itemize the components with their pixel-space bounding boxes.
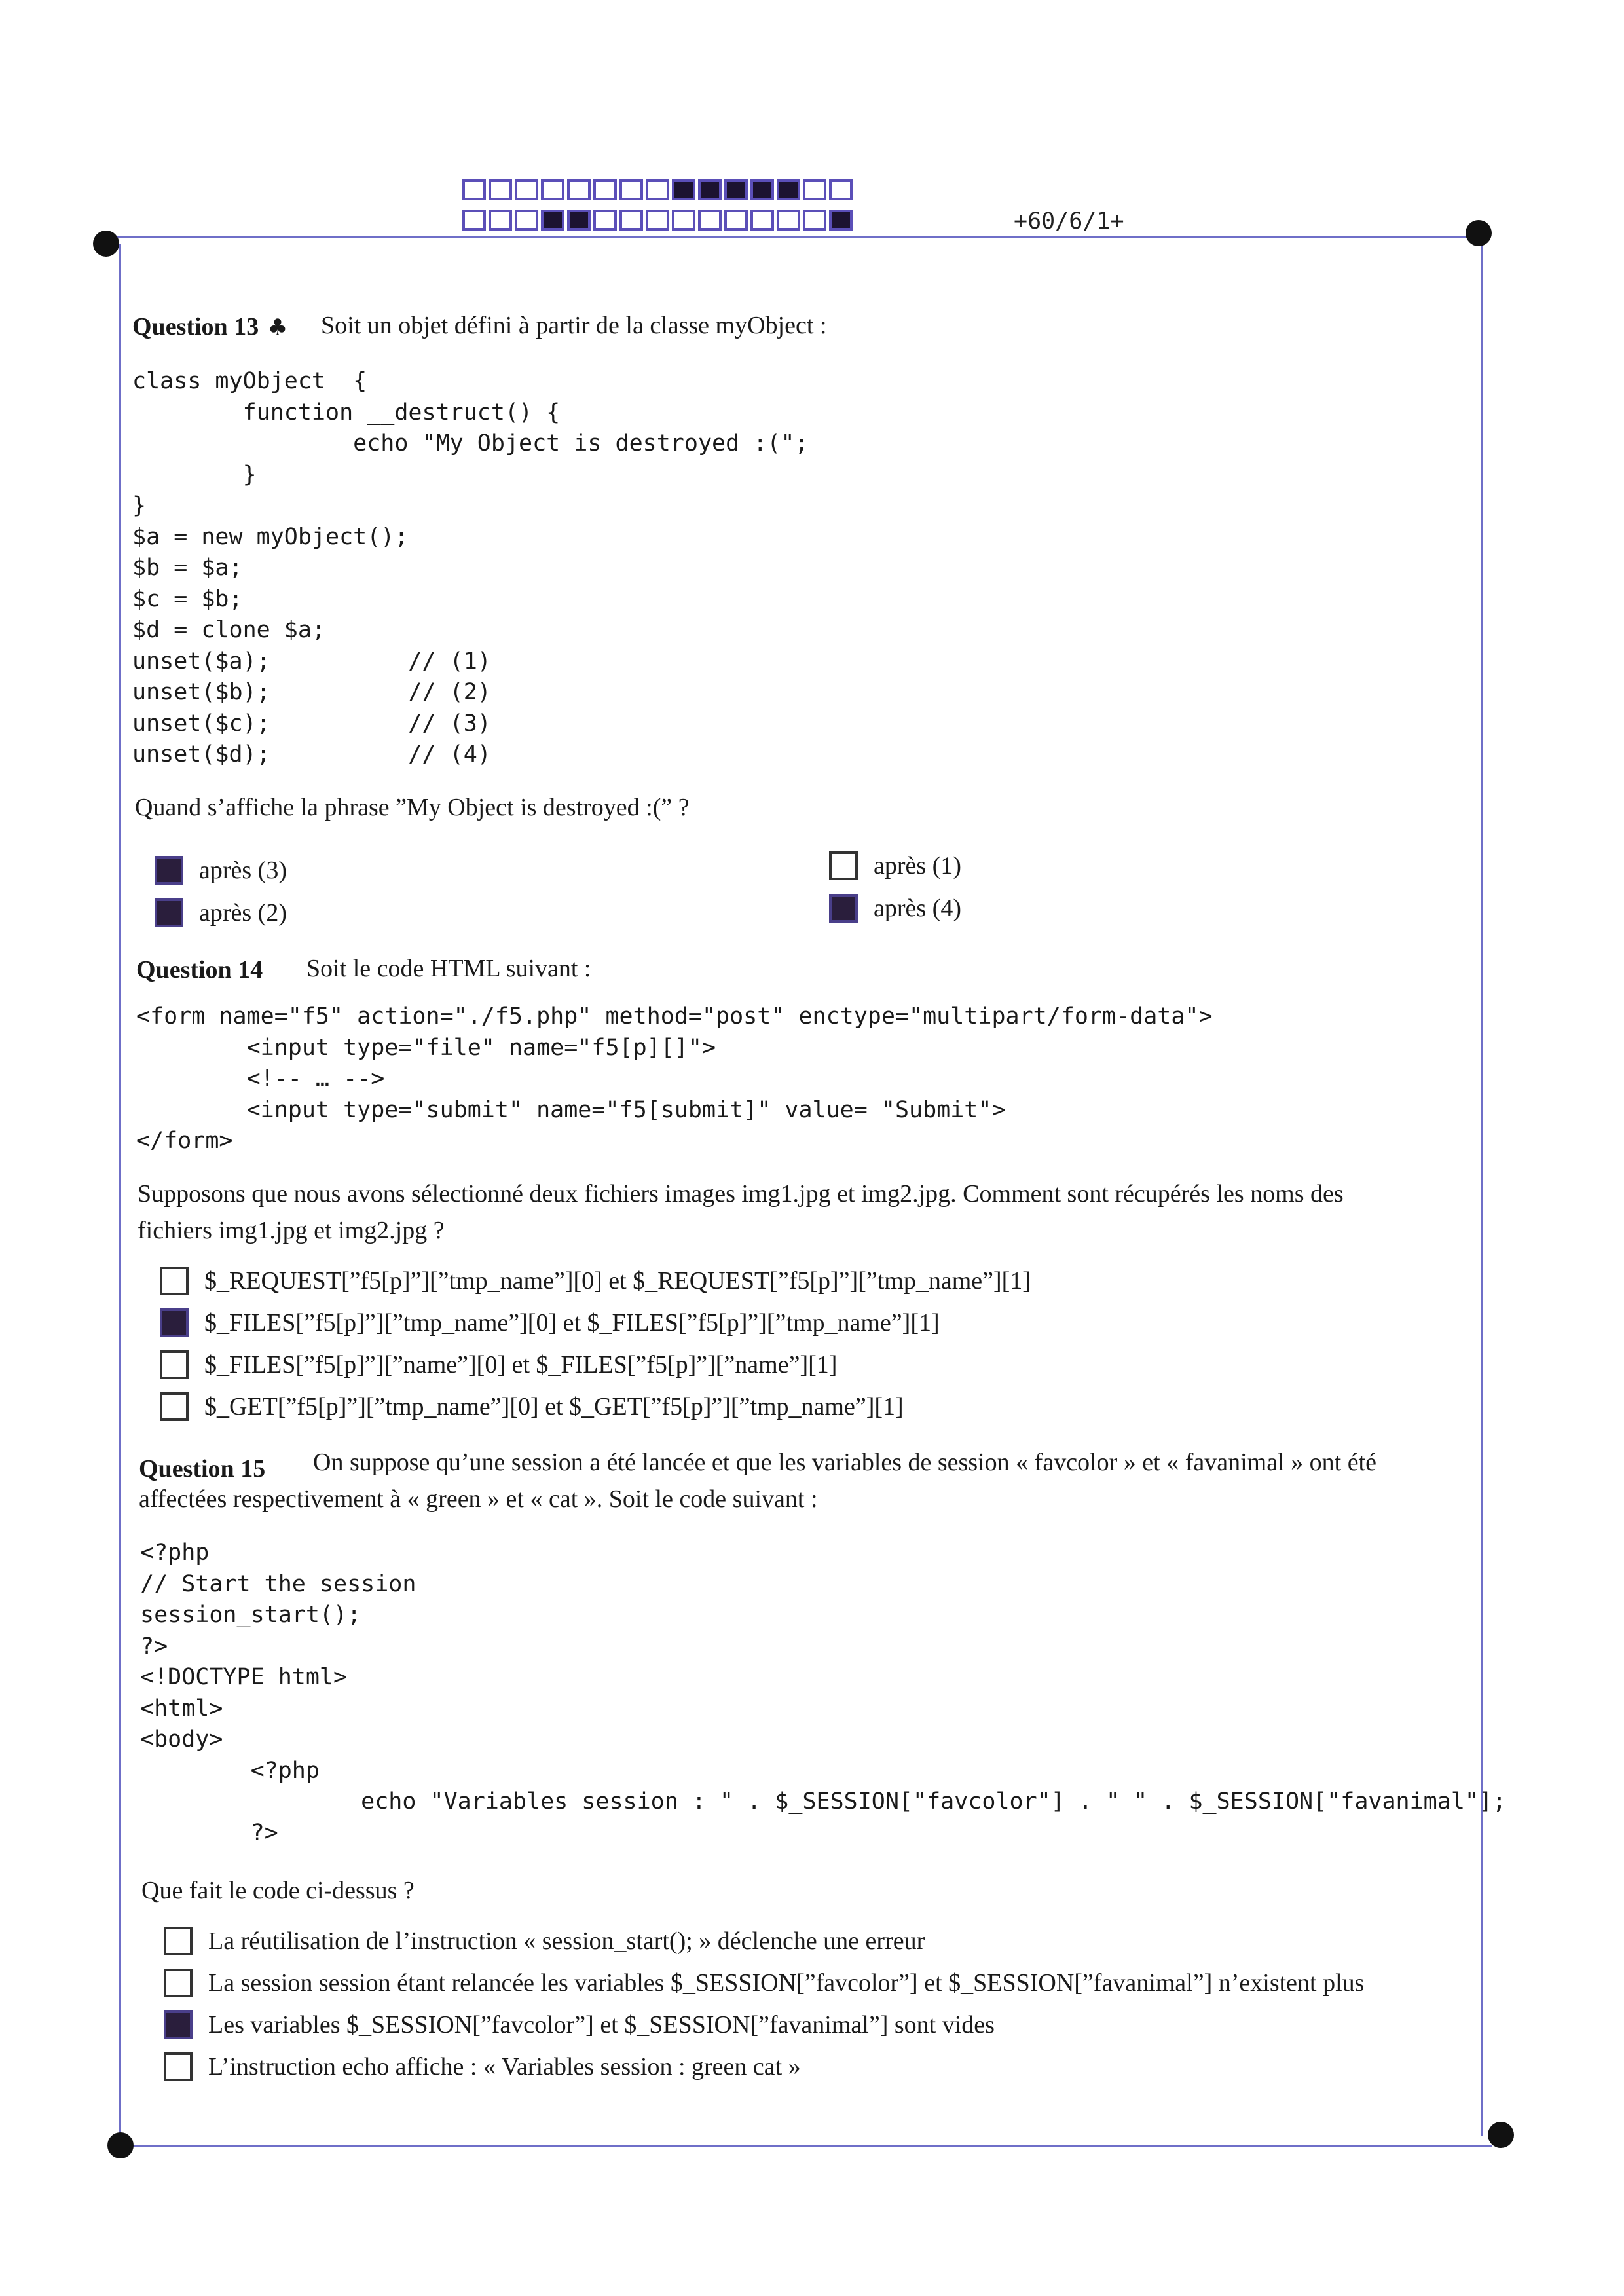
q13-option-2-checkbox[interactable]	[155, 898, 183, 927]
question-15-prompt-line-2: affectées respectivement à « green » et « cat ». Soit le code suivant :	[139, 1485, 818, 1513]
q15-option-2-checkbox[interactable]	[164, 1969, 193, 1997]
q15-option-3-checkbox[interactable]	[164, 2010, 193, 2039]
id-grid-cell	[698, 210, 722, 231]
id-grid-cell	[777, 179, 800, 200]
corner-marker-bottom-left	[107, 2132, 134, 2158]
id-grid-cell	[777, 210, 800, 231]
id-grid-cell	[462, 179, 486, 200]
id-grid-cell	[829, 179, 853, 200]
q14-option-4-checkbox[interactable]	[160, 1392, 189, 1421]
id-grid-cell	[567, 179, 591, 200]
question-13-prompt: Soit un objet défini à partir de la classe myObject :	[321, 312, 827, 339]
id-grid-cell	[593, 210, 617, 231]
q13-option-2-label: après (2)	[199, 899, 287, 927]
q15-option-1-label: La réutilisation de l’instruction « session_start(); » déclenche une erreur	[208, 1927, 925, 1955]
q15-option-4[interactable]	[164, 2052, 801, 2081]
q14-option-2-label: $_FILES[”f5[p]”][”tmp_name”][0] et $_FILES[”f5[p]”][”tmp_name”][1]	[204, 1309, 940, 1337]
id-grid-cell	[646, 179, 669, 200]
q14-option-2-checkbox[interactable]	[160, 1308, 189, 1337]
q14-option-3-label: $_FILES[”f5[p]”][”name”][0] et $_FILES[”f5[p]”][”name”][1]	[204, 1351, 838, 1379]
question-13-question: Quand s’affiche la phrase ”My Object is destroyed :(” ?	[135, 794, 690, 821]
id-grid-cell	[646, 210, 669, 231]
question-15-question: Que fait le code ci-dessus ?	[141, 1877, 415, 1904]
id-grid-cell	[698, 179, 722, 200]
id-grid-cell	[724, 179, 748, 200]
id-grid-cell	[672, 210, 695, 231]
question-14-title: Question 14	[136, 956, 263, 984]
frame-top-line	[106, 236, 1477, 238]
question-13-code: class myObject { function __destruct() { echo "My Object is destroyed :("; } } $a = new myObject(); $b = $a; $c = $b; $d = clone $a; unset($a); // (1) unset($b); // (2) unset($c); // (3) unset($d); // (4)	[132, 368, 809, 768]
id-grid-cell	[593, 179, 617, 200]
q13-option-3[interactable]	[829, 851, 961, 880]
corner-marker-top-right	[1466, 220, 1492, 246]
question-15-prompt-line-1: On suppose qu’une session a été lancée et que les variables de session « favcolor » et « favanimal » ont été	[313, 1449, 1376, 1476]
question-14-question-line-2: fichiers img1.jpg et img2.jpg ?	[138, 1217, 445, 1244]
q14-option-3-checkbox[interactable]	[160, 1350, 189, 1379]
q14-option-4[interactable]	[160, 1392, 904, 1421]
q14-option-2[interactable]	[160, 1308, 940, 1337]
q13-option-4[interactable]	[829, 894, 961, 923]
question-13-header	[132, 314, 287, 339]
id-grid-cell	[462, 210, 486, 231]
q15-option-3-label: Les variables $_SESSION[”favcolor”] et $_SESSION[”favanimal”] sont vides	[208, 2011, 995, 2039]
page-id: +60/6/1+	[1014, 208, 1124, 234]
q13-option-4-checkbox[interactable]	[829, 894, 858, 923]
frame-left-line	[119, 244, 121, 2145]
q15-option-1[interactable]	[164, 1927, 925, 1955]
corner-marker-top-left	[93, 231, 119, 257]
q14-option-1-checkbox[interactable]	[160, 1267, 189, 1295]
q14-option-1-label: $_REQUEST[”f5[p]”][”tmp_name”][0] et $_REQUEST[”f5[p]”][”tmp_name”][1]	[204, 1267, 1031, 1295]
id-grid-cell	[803, 210, 826, 231]
question-14-prompt: Soit le code HTML suivant :	[306, 955, 591, 982]
q13-option-1-label: après (3)	[199, 857, 287, 884]
id-grid-row-1	[462, 179, 853, 200]
q13-option-4-label: après (4)	[874, 895, 961, 922]
q13-option-3-label: après (1)	[874, 852, 961, 880]
id-grid-cell	[750, 179, 774, 200]
frame-right-line	[1481, 233, 1483, 2136]
id-grid-cell	[567, 210, 591, 231]
question-15-code: <?php // Start the session session_start(); ?> <!DOCTYPE html> <html> <body> <?php echo "Variables session : " . $_SESSION["favcolor"] . " " . $_SESSION["favanimal"]; ?>	[140, 1540, 1507, 1846]
q13-option-1-checkbox[interactable]	[155, 856, 183, 885]
q15-option-2[interactable]	[164, 1969, 1364, 1997]
id-grid-row-2	[462, 210, 853, 231]
q13-option-1[interactable]	[155, 856, 287, 885]
q15-option-4-checkbox[interactable]	[164, 2052, 193, 2081]
id-grid-cell	[724, 210, 748, 231]
id-grid-cell	[750, 210, 774, 231]
question-15-title: Question 15	[139, 1455, 266, 1483]
corner-marker-bottom-right	[1488, 2122, 1514, 2148]
id-grid-cell	[619, 179, 643, 200]
question-14-question-line-1: Supposons que nous avons sélectionné deux fichiers images img1.jpg et img2.jpg. Comment sont récupérés les noms des	[138, 1180, 1344, 1208]
id-grid-cell	[515, 179, 538, 200]
q15-option-3[interactable]	[164, 2010, 995, 2039]
q14-option-4-label: $_GET[”f5[p]”][”tmp_name”][0] et $_GET[”f5[p]”][”tmp_name”][1]	[204, 1393, 904, 1420]
club-icon: ♣	[267, 314, 288, 341]
question-14-code: <form name="f5" action="./f5.php" method="post" enctype="multipart/form-data"> <input type="file" name="f5[p][]"> <!-- … --> <input type="submit" name="f5[submit]" value= "Submit"> </form>	[136, 1003, 1213, 1154]
q14-option-1[interactable]	[160, 1267, 1031, 1295]
q15-option-1-checkbox[interactable]	[164, 1927, 193, 1955]
id-grid-cell	[672, 179, 695, 200]
q13-option-3-checkbox[interactable]	[829, 851, 858, 880]
id-grid-cell	[619, 210, 643, 231]
id-grid-cell	[515, 210, 538, 231]
id-grid-cell	[541, 210, 564, 231]
q13-option-2[interactable]	[155, 898, 287, 927]
id-grid-cell	[803, 179, 826, 200]
id-grid-cell	[489, 179, 512, 200]
id-grid-cell	[489, 210, 512, 231]
id-grid-cell	[541, 179, 564, 200]
q15-option-4-label: L’instruction echo affiche : « Variables session : green cat »	[208, 2053, 801, 2081]
id-grid-cell	[829, 210, 853, 231]
frame-bottom-line	[118, 2145, 1492, 2147]
q15-option-2-label: La session session étant relancée les variables $_SESSION[”favcolor”] et $_SESSION[”favanimal”] n’existent plus	[208, 1969, 1365, 1997]
question-13-title: Question 13	[132, 313, 259, 341]
q14-option-3[interactable]	[160, 1350, 837, 1379]
